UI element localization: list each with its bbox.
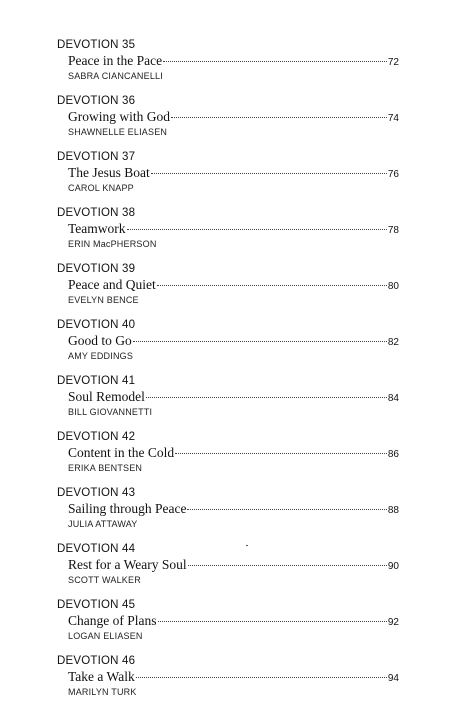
page-number: 88 [387,505,399,516]
toc-entry [57,150,399,206]
print-speck [246,545,248,546]
devotion-label: DEVOTION 40 [57,319,136,331]
title-line [68,389,399,405]
devotion-label: DEVOTION 38 [57,207,136,219]
author-name: MARILYN TURK [68,687,137,697]
title-line [68,333,399,349]
devotion-title: Good to Go [68,333,132,348]
toc-entry [57,38,399,94]
author-name: SABRA CIANCANELLI [68,71,163,81]
toc-entry [57,542,399,598]
table-of-contents [57,38,399,710]
devotion-title: Peace in the Pace [68,53,163,68]
toc-entry [57,654,399,710]
title-line [68,221,399,237]
title-line [68,277,399,293]
page-number: 74 [387,113,399,124]
title-line [68,501,399,517]
page-number: 72 [387,57,399,68]
dot-leader [157,285,387,286]
devotion-title: Content in the Cold [68,445,175,460]
devotion-label: DEVOTION 36 [57,95,136,107]
dot-leader [187,509,386,510]
dot-leader [163,61,387,62]
toc-entry [57,94,399,150]
dot-leader [158,621,387,622]
title-line [68,557,399,573]
page-number: 84 [387,393,399,404]
page-number: 82 [387,337,399,348]
devotion-title: Rest for a Weary Soul [68,557,187,572]
dot-leader [133,341,387,342]
devotion-title: The Jesus Boat [68,165,150,180]
devotion-title: Sailing through Peace [68,501,187,516]
toc-entry [57,486,399,542]
devotion-label: DEVOTION 43 [57,487,136,499]
toc-entry [57,374,399,430]
dot-leader [171,117,387,118]
author-name: SHAWNELLE ELIASEN [68,127,168,137]
page-number: 80 [387,281,399,292]
devotion-label: DEVOTION 46 [57,655,136,667]
dot-leader [175,453,387,454]
author-name: JULIA ATTAWAY [68,519,138,529]
page-number: 78 [387,225,399,236]
toc-entry [57,262,399,318]
page-number: 94 [387,673,399,684]
devotion-label: DEVOTION 44 [57,543,136,555]
devotion-title: Teamwork [68,221,126,236]
devotion-title: Peace and Quiet [68,277,156,292]
author-name: LOGAN ELIASEN [68,631,143,641]
author-name: BILL GIOVANNETTI [68,407,153,417]
devotion-label: DEVOTION 42 [57,431,136,443]
devotion-label: DEVOTION 35 [57,39,136,51]
devotion-title: Soul Remodel [68,389,145,404]
title-line [68,109,399,125]
author-name: ERIN MacPHERSON [68,239,157,249]
author-name: ERIKA BENTSEN [68,463,143,473]
devotion-title: Change of Plans [68,613,157,628]
dot-leader [146,397,387,398]
page-number: 76 [387,169,399,180]
author-name: AMY EDDINGS [68,351,134,361]
toc-entry [57,206,399,262]
title-line [68,613,399,629]
author-name: EVELYN BENCE [68,295,139,305]
author-name: CAROL KNAPP [68,183,134,193]
dot-leader [188,565,387,566]
devotion-label: DEVOTION 39 [57,263,136,275]
page-number: 90 [387,561,399,572]
dot-leader [136,677,387,678]
dot-leader [151,173,387,174]
toc-entry [57,430,399,486]
devotion-label: DEVOTION 37 [57,151,136,163]
devotion-label: DEVOTION 41 [57,375,136,387]
devotion-title: Growing with God [68,109,170,124]
title-line [68,53,399,69]
author-name: SCOTT WALKER [68,575,141,585]
toc-entry [57,598,399,654]
title-line [68,445,399,461]
page-number: 86 [387,449,399,460]
devotion-label: DEVOTION 45 [57,599,136,611]
dot-leader [127,229,387,230]
title-line [68,165,399,181]
page-number: 92 [387,617,399,628]
title-line [68,669,399,685]
toc-entry [57,318,399,374]
devotion-title: Take a Walk [68,669,135,684]
